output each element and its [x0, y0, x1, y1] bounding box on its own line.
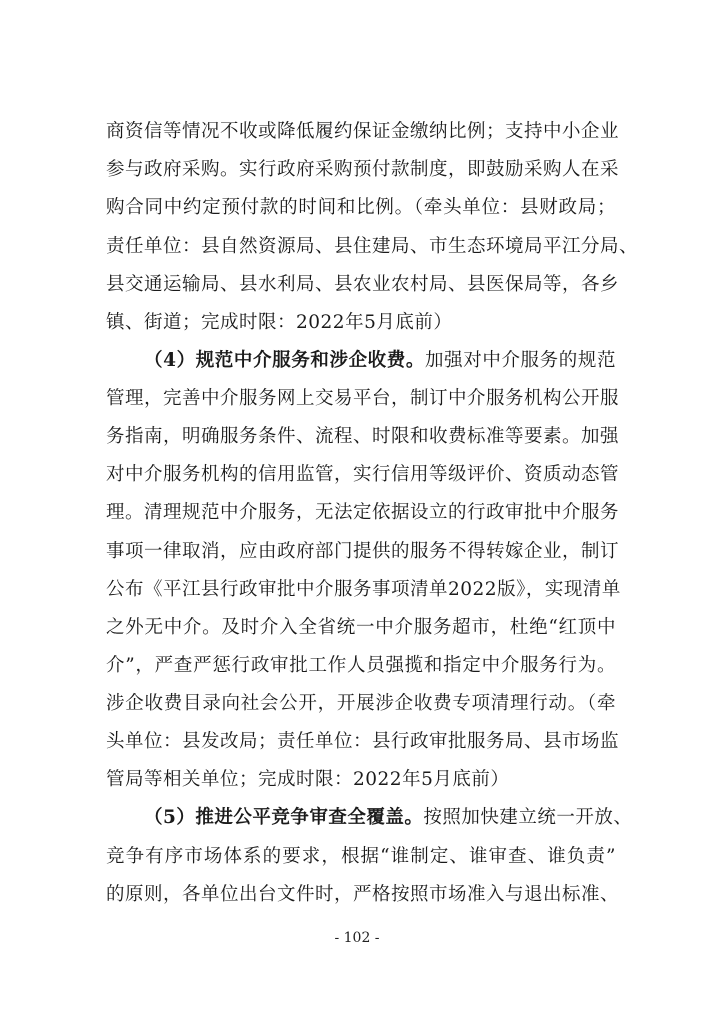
- body-line: 管局等相关单位；完成时限：2022年5月底前）: [106, 769, 510, 790]
- section-5-first-line: [144, 803, 633, 833]
- page-number: - 102 -: [334, 930, 380, 946]
- body-line: 涉企收费目录向社会公开，开展涉企收费专项清理行动。（牵: [106, 693, 616, 714]
- body-line: 参与政府采购。实行政府采购预付款制度，即鼓励采购人在采: [106, 159, 620, 180]
- section-4-first-line: [144, 346, 616, 376]
- body-line: 介”，严查严惩行政审批工作人员强揽和指定中介服务行为。: [106, 655, 616, 676]
- body-line: 竞争有序市场体系的要求，根据“谁制定、谁审查、谁负责”: [106, 846, 616, 867]
- body-line: 头单位：县发改局；责任单位：县行政审批服务局、县市场监: [106, 731, 620, 752]
- body-line: 事项一律取消，应由政府部门提供的服务不得转嫁企业，制订: [106, 541, 620, 562]
- body-line: 务指南，明确服务条件、流程、时限和收费标准等要素。加强: [106, 426, 620, 447]
- section-4-heading: （4）规范中介服务和涉企收费。: [144, 350, 426, 371]
- body-line: 理。清理规范中介服务，无法定依据设立的行政审批中介服务: [106, 502, 620, 523]
- body-line: 管理，完善中介服务网上交易平台，制订中介服务机构公开服: [106, 388, 620, 409]
- body-line: 的原则，各单位出台文件时，严格按照市场准入与退出标准、: [106, 884, 620, 905]
- body-line: 责任单位：县自然资源局、县住建局、市生态环境局平江分局、: [106, 236, 639, 257]
- section-4-first-line-text: 加强对中介服务的规范: [425, 350, 616, 371]
- body-line: 对中介服务机构的信用监管，实行信用等级评价、资质动态管: [106, 464, 620, 485]
- body-line: 商资信等情况不收或降低履约保证金缴纳比例；支持中小企业: [106, 121, 620, 142]
- body-line: 县交通运输局、县水利局、县农业农村局、县医保局等，各乡: [106, 274, 620, 295]
- section-5-first-line-text: 按照加快建立统一开放、: [423, 807, 633, 828]
- body-line: 购合同中约定预付款的时间和比例。（牵头单位：县财政局；: [106, 197, 616, 218]
- body-line: 公布《平江县行政审批中介服务事项清单2022版》，实现清单: [106, 579, 621, 600]
- body-line: 之外无中介。及时介入全省统一中介服务超市，杜绝“红顶中: [106, 617, 616, 638]
- body-line: 镇、街道；完成时限：2022年5月底前）: [106, 312, 453, 333]
- section-5-heading: （5）推进公平竞争审查全覆盖。: [144, 807, 424, 828]
